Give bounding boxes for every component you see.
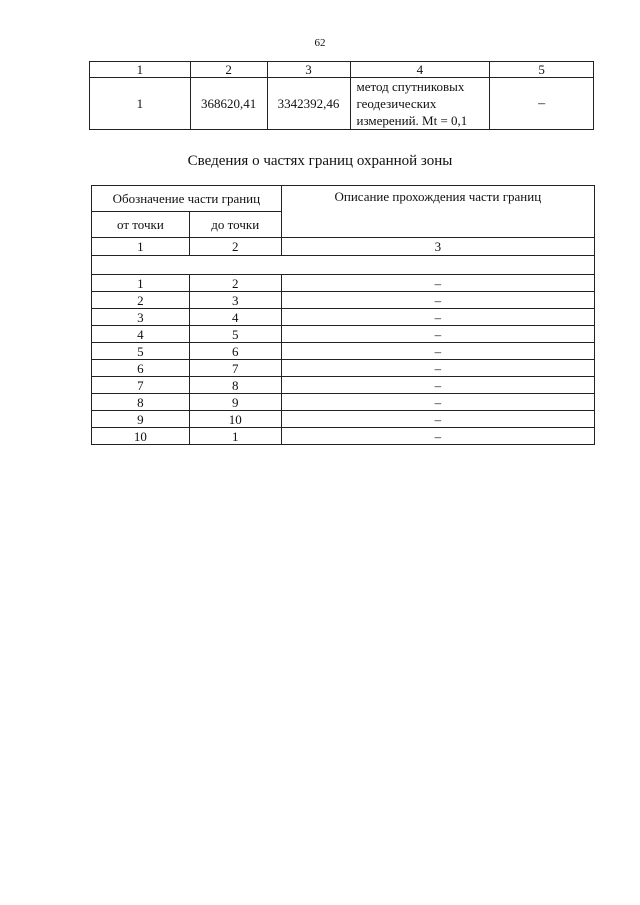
from-point-cell: 2 <box>92 292 190 309</box>
method-line: метод спутниковых <box>356 79 465 94</box>
to-point-cell: 7 <box>189 360 281 377</box>
to-point-cell: 6 <box>189 343 281 360</box>
table-row <box>92 428 595 445</box>
to-point-cell: 8 <box>189 377 281 394</box>
table-row <box>92 326 595 343</box>
parts-blank-row <box>92 256 595 275</box>
description-cell: – <box>281 275 594 292</box>
from-point-cell: 7 <box>92 377 190 394</box>
table-row <box>92 377 595 394</box>
column-number: 3 <box>281 238 594 256</box>
description-cell: – <box>281 326 594 343</box>
from-point-cell: 4 <box>92 326 190 343</box>
page-number: 62 <box>314 37 326 49</box>
to-point-cell: 2 <box>189 275 281 292</box>
header-description: Описание прохождения части границ <box>281 186 594 238</box>
table-row <box>92 343 595 360</box>
table-row <box>92 292 595 309</box>
coord-header-cell: 5 <box>490 62 594 78</box>
description-cell: – <box>281 411 594 428</box>
coordinate-y: 3342392,46 <box>267 78 350 130</box>
coord-header-cell: 1 <box>90 62 191 78</box>
coord-header-cell: 4 <box>350 62 490 78</box>
from-point-cell: 1 <box>92 275 190 292</box>
table-row <box>92 394 595 411</box>
description-cell: – <box>281 394 594 411</box>
method-line: измерений. Mt = 0,1 <box>356 113 468 128</box>
to-point-cell: 3 <box>189 292 281 309</box>
section-title: Сведения о частях границ охранной зоны <box>187 153 453 169</box>
to-point-cell: 1 <box>189 428 281 445</box>
table-row <box>92 411 595 428</box>
description-cell: – <box>281 360 594 377</box>
from-point-cell: 5 <box>92 343 190 360</box>
coordinates-header-row <box>90 62 594 78</box>
header-from-point: от точки <box>92 212 190 238</box>
description-cell: – <box>281 428 594 445</box>
method-cell <box>350 78 490 130</box>
column-number: 1 <box>92 238 190 256</box>
header-part-designation: Обозначение части границ <box>92 186 282 212</box>
description-cell: – <box>490 78 594 130</box>
description-cell: – <box>281 309 594 326</box>
description-cell: – <box>281 377 594 394</box>
point-number: 1 <box>90 78 191 130</box>
parts-column-numbers-row <box>92 238 595 256</box>
table-row <box>92 309 595 326</box>
column-number: 2 <box>189 238 281 256</box>
description-cell: – <box>281 292 594 309</box>
method-line: геодезических <box>356 96 437 111</box>
to-point-cell: 4 <box>189 309 281 326</box>
table-row <box>92 360 595 377</box>
description-cell: – <box>281 343 594 360</box>
from-point-cell: 10 <box>92 428 190 445</box>
parts-body <box>92 275 595 445</box>
from-point-cell: 6 <box>92 360 190 377</box>
from-point-cell: 8 <box>92 394 190 411</box>
coordinates-row <box>90 78 594 130</box>
parts-header-row <box>92 186 595 212</box>
from-point-cell: 3 <box>92 309 190 326</box>
boundary-parts-table <box>91 185 595 445</box>
coord-header-cell: 2 <box>190 62 267 78</box>
from-point-cell: 9 <box>92 411 190 428</box>
header-to-point: до точки <box>189 212 281 238</box>
table-row <box>92 275 595 292</box>
coordinate-x: 368620,41 <box>190 78 267 130</box>
to-point-cell: 5 <box>189 326 281 343</box>
to-point-cell: 9 <box>189 394 281 411</box>
blank-cell <box>92 256 595 275</box>
coordinates-table <box>89 61 594 130</box>
coord-header-cell: 3 <box>267 62 350 78</box>
to-point-cell: 10 <box>189 411 281 428</box>
